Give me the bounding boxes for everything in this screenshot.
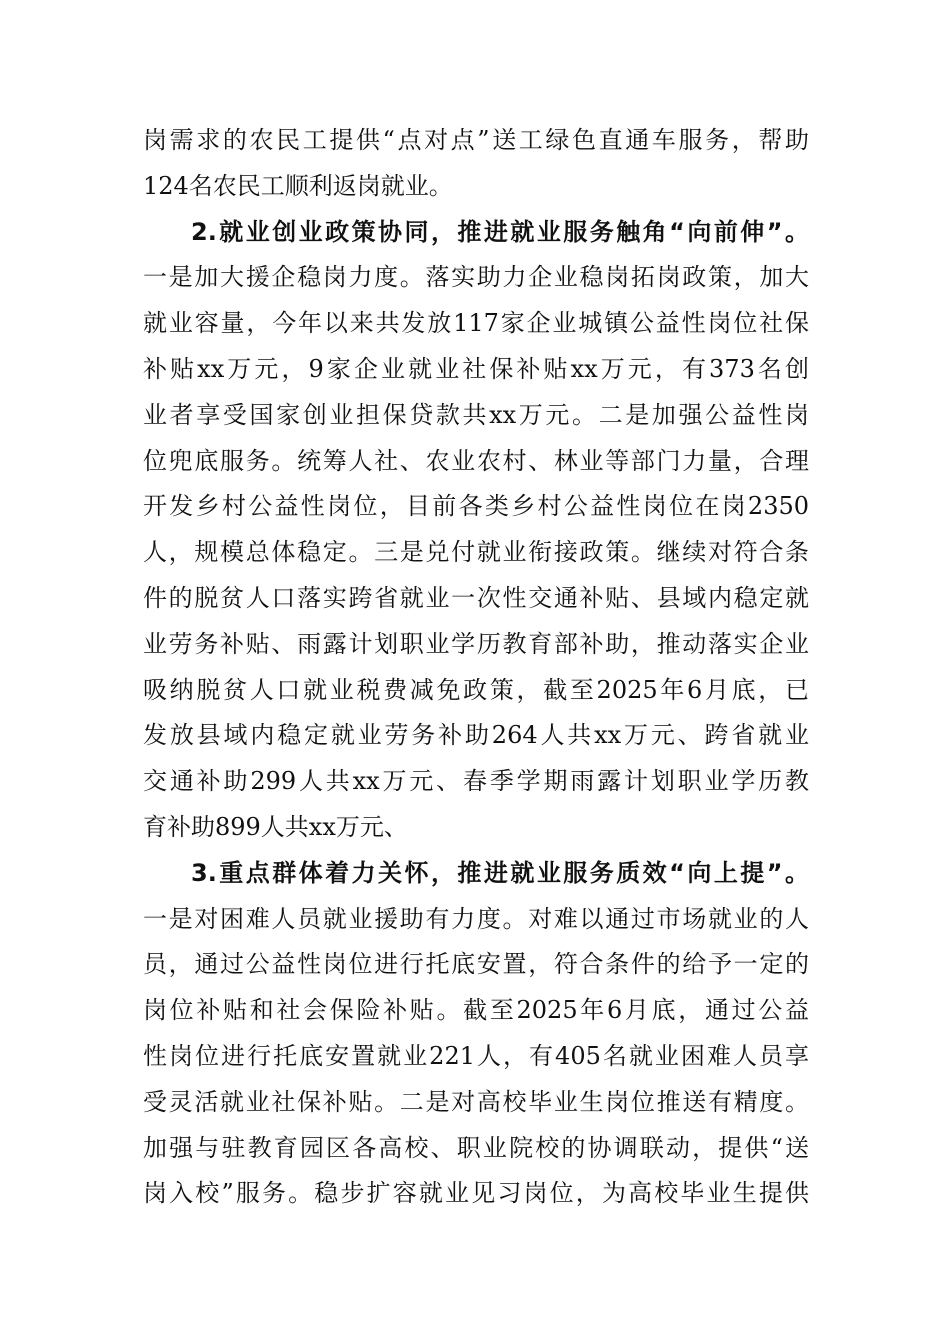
paragraph-line: 岗入校”服务。稳步扩容就业见习岗位，为高校毕业生提供 xyxy=(143,1179,809,1208)
paragraph-line: 开发乡村公益性岗位，目前各类乡村公益性岗位在岗2350 xyxy=(143,492,809,521)
paragraph-line: 育补助899人共xx万元、 xyxy=(143,812,408,841)
paragraph-line: 就业容量，今年以来共发放117家企业城镇公益性岗位社保 xyxy=(143,309,809,338)
paragraph-line: 岗需求的农民工提供“点对点”送工绿色直通车服务，帮助 xyxy=(143,126,809,154)
paragraph-line: 岗位补贴和社会保险补贴。截至2025年6月底，通过公益 xyxy=(143,996,809,1025)
paragraph-line: 交通补助299人共xx万元、春季学期雨露计划职业学历教 xyxy=(143,767,809,796)
paragraph-line: 员，通过公益性岗位进行托底安置，符合条件的给予一定的 xyxy=(143,950,809,979)
paragraph-line: 吸纳脱贫人口就业税费减免政策，截至2025年6月底，已 xyxy=(143,675,809,704)
paragraph-line: 位兜底服务。统筹人社、农业农村、林业等部门力量，合理 xyxy=(143,446,809,475)
paragraph-line: 受灵活就业社保补贴。二是对高校毕业生岗位推送有精度。 xyxy=(143,1087,809,1116)
paragraph-line: 业劳务补贴、雨露计划职业学历教育部补助，推动落实企业 xyxy=(143,629,809,658)
paragraph-line: 业者享受国家创业担保贷款共xx万元。二是加强公益性岗 xyxy=(143,400,809,429)
paragraph-line: 人，规模总体稳定。三是兑付就业衔接政策。继续对符合条 xyxy=(143,538,809,567)
body-text xyxy=(143,118,809,1217)
paragraph-line: 一是加大援企稳岗力度。落实助力企业稳岗拓岗政策，加大 xyxy=(143,263,809,292)
paragraph-line: 发放县域内稳定就业劳务补助264人共xx万元、跨省就业 xyxy=(143,721,809,750)
paragraph-line: 124名农民工顺利返岗就业。 xyxy=(143,171,453,200)
paragraph-line: 加强与驻教育园区各高校、职业院校的协调联动，提供“送 xyxy=(143,1133,809,1162)
paragraph-line: 件的脱贫人口落实跨省就业一次性交通补贴、县域内稳定就 xyxy=(143,583,809,612)
paragraph-line: 补贴xx万元，9家企业就业社保补贴xx万元，有373名创 xyxy=(143,354,809,383)
section-heading: 3.重点群体着力关怀，推进就业服务质效“向上提”。 xyxy=(191,858,809,887)
section-heading: 2.就业创业政策协同，推进就业服务触角“向前伸”。 xyxy=(191,217,809,246)
paragraph-line: 性岗位进行托底安置就业221人，有405名就业困难人员享 xyxy=(143,1041,809,1070)
paragraph-line: 一是对困难人员就业援助有力度。对难以通过市场就业的人 xyxy=(143,904,809,933)
